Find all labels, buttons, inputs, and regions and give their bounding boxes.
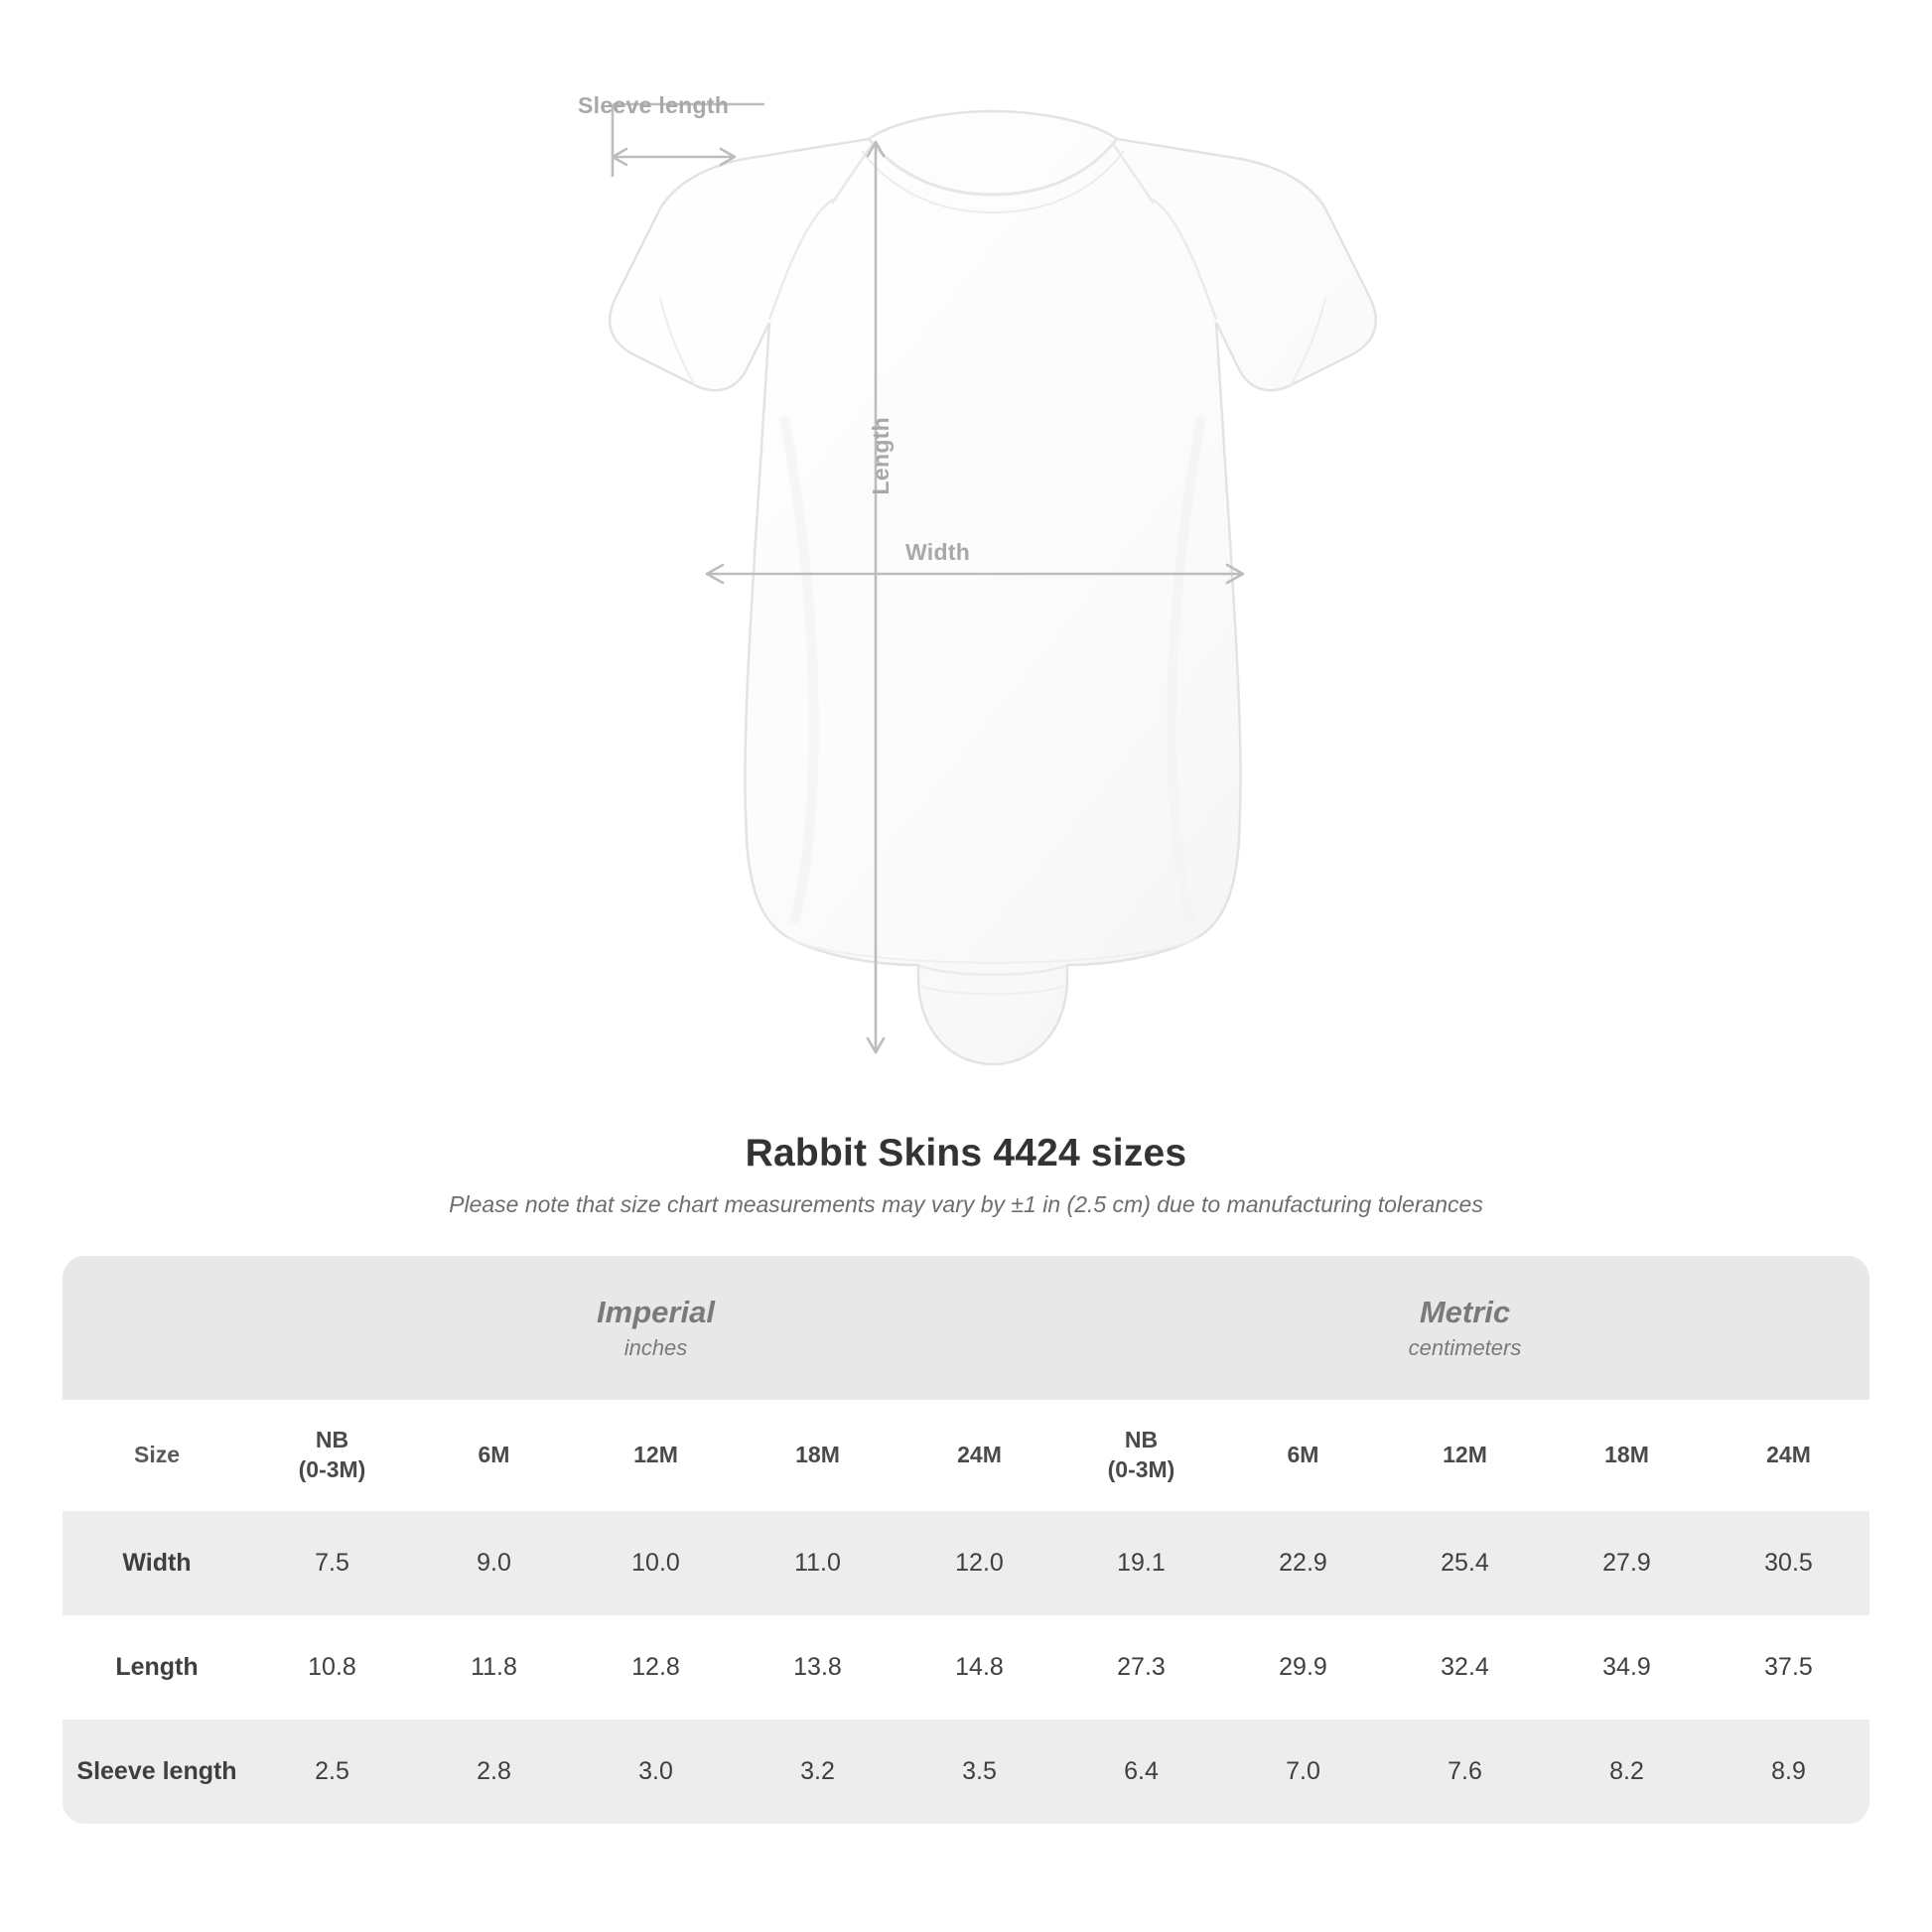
cell: 11.8	[413, 1615, 575, 1720]
column-header-sublabel: (0-3M)	[1107, 1456, 1175, 1482]
column-header-6m-metric: 6M	[1222, 1400, 1384, 1511]
cell: 8.9	[1708, 1720, 1869, 1824]
cell: 13.8	[737, 1615, 898, 1720]
row-label-length: Length	[63, 1615, 251, 1720]
cell: 9.0	[413, 1511, 575, 1615]
unit-header-row	[63, 1256, 1869, 1400]
cell: 37.5	[1708, 1615, 1869, 1720]
cell: 3.0	[575, 1720, 737, 1824]
cell: 12.8	[575, 1615, 737, 1720]
sleeve-length-dimension-label: Sleeve length	[578, 92, 730, 118]
tolerance-note: Please note that size chart measurements may vary by ±1 in (2.5 cm) due to manufacturing tolerances	[449, 1191, 1483, 1217]
column-header-6m-imperial: 6M	[413, 1400, 575, 1511]
unit-sub-metric: centimeters	[1408, 1335, 1522, 1361]
title-block	[0, 1132, 1932, 1218]
cell: 14.8	[898, 1615, 1060, 1720]
cell: 7.0	[1222, 1720, 1384, 1824]
width-dimension-label: Width	[905, 539, 971, 565]
unit-header-spacer	[63, 1256, 251, 1400]
cell: 3.2	[737, 1720, 898, 1824]
cell: 3.5	[898, 1720, 1060, 1824]
size-header-label: Size	[63, 1400, 251, 1511]
column-header-12m-imperial: 12M	[575, 1400, 737, 1511]
size-header-row	[63, 1400, 1869, 1511]
cell: 29.9	[1222, 1615, 1384, 1720]
row-label-sleeve-length: Sleeve length	[63, 1720, 251, 1824]
column-header-24m-imperial: 24M	[898, 1400, 1060, 1511]
table-row	[63, 1720, 1869, 1824]
column-header-12m-metric: 12M	[1384, 1400, 1546, 1511]
cell: 10.8	[251, 1615, 413, 1720]
cell: 6.4	[1060, 1720, 1222, 1824]
cell: 2.5	[251, 1720, 413, 1824]
column-header-label: NB	[1124, 1427, 1159, 1453]
cell: 19.1	[1060, 1511, 1222, 1615]
cell: 27.3	[1060, 1615, 1222, 1720]
table-row	[63, 1511, 1869, 1615]
cell: 10.0	[575, 1511, 737, 1615]
unit-header-metric	[1060, 1256, 1869, 1400]
cell: 7.5	[251, 1511, 413, 1615]
cell: 30.5	[1708, 1511, 1869, 1615]
size-chart-table-wrapper	[63, 1256, 1869, 1824]
length-dimension-label: Length	[868, 417, 894, 495]
cell: 8.2	[1546, 1720, 1708, 1824]
column-header-label: NB	[315, 1427, 349, 1453]
cell: 11.0	[737, 1511, 898, 1615]
unit-sub-imperial: inches	[623, 1335, 688, 1361]
cell: 34.9	[1546, 1615, 1708, 1720]
unit-header-imperial	[251, 1256, 1060, 1400]
column-header-nb-metric	[1060, 1400, 1222, 1511]
column-header-18m-imperial: 18M	[737, 1400, 898, 1511]
cell: 22.9	[1222, 1511, 1384, 1615]
cell: 25.4	[1384, 1511, 1546, 1615]
cell: 12.0	[898, 1511, 1060, 1615]
column-header-nb-imperial	[251, 1400, 413, 1511]
unit-name-metric: Metric	[1419, 1294, 1511, 1329]
column-header-sublabel: (0-3M)	[298, 1456, 366, 1482]
unit-name-imperial: Imperial	[597, 1294, 715, 1329]
table-row	[63, 1615, 1869, 1720]
cell: 2.8	[413, 1720, 575, 1824]
column-header-24m-metric: 24M	[1708, 1400, 1869, 1511]
cell: 32.4	[1384, 1615, 1546, 1720]
size-chart-table	[63, 1256, 1869, 1824]
row-label-width: Width	[63, 1511, 251, 1615]
cell: 27.9	[1546, 1511, 1708, 1615]
cell: 7.6	[1384, 1720, 1546, 1824]
page-title: Rabbit Skins 4424 sizes	[745, 1132, 1187, 1174]
column-header-18m-metric: 18M	[1546, 1400, 1708, 1511]
